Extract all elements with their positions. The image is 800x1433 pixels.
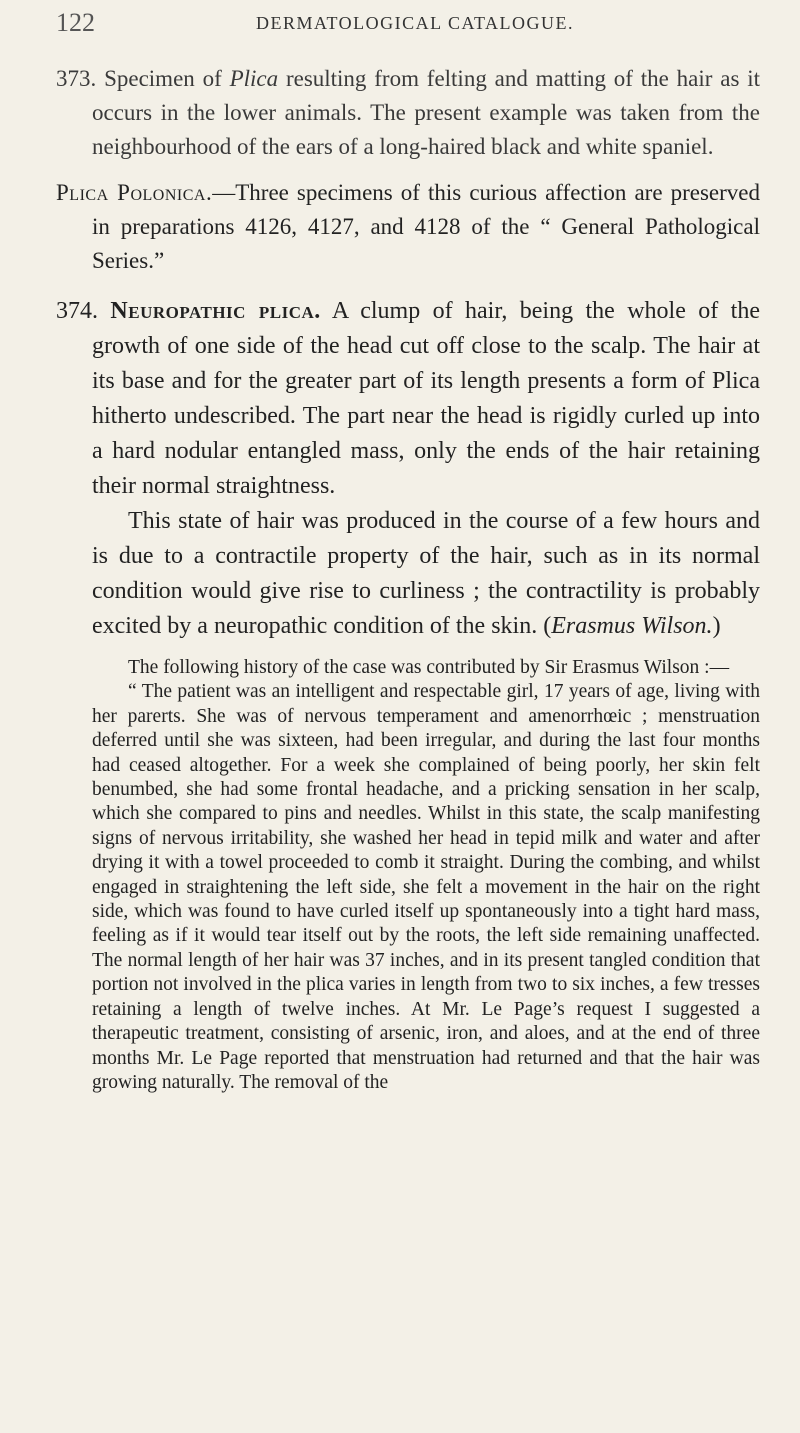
- page-header: [56, 0, 760, 52]
- entry-373: [56, 62, 760, 164]
- section-heading: Plica Polonica.: [56, 180, 213, 205]
- page-number: 122: [56, 8, 95, 37]
- history-body: “ The patient was an intelligent and respectable girl, 17 years of age, living with her parerts. She was of nervous temperament and amenorrhœic ; menstruation deferred until she was sixteen, had been irregular, and during the last four months had ceased altogether. For a week she complained of being poorly, her skin felt benumbed, she had some frontal headache, and a pricking sensation in her scalp, which she compared to pins and needles. Whilst in this state, the scalp manifesting signs of nervous irritability, she washed her head in tepid milk and water and after drying it with a towel proceeded to comb it straight. During the combing, and whilst engaged in straightening the left side, she felt a movement in the hair on the right side, which was found to have curled itself up spontaneously into a tight hard mass, feeling as if it would tear itself out by the roots, the left side remaining unaffected. The normal length of her hair was 37 inches, and in its present tangled condition that portion not involved in the plica varies in length from two to six inches, a few tresses retaining a length of twelve inches. At Mr. Le Page’s request I suggested a therapeutic treatment, consisting of arsenic, iron, and aloes, and at the end of three months Mr. Le Page reported that menstruation had returned and that the hair was growing naturally. The removal of the: [92, 681, 760, 1093]
- entry-text: Specimen of: [104, 66, 230, 91]
- entry-italic-term: Plica: [229, 66, 279, 91]
- entry-text: resulting from felting and matting of the hair as it occurs in the lower animals. The present example was taken from the neighbourhood of the ears of a long-haired black and white spaniel.: [92, 66, 761, 159]
- entry-number: 374.: [56, 298, 98, 324]
- plica-polonica-entry: [56, 176, 760, 278]
- entry-text: —Three specimens of this curious affection are preserved in preparations 4126, 4127, and 4128 of the “ General Pathological Series.”: [92, 180, 761, 273]
- entry-374: [56, 294, 760, 504]
- entry-374-paragraph-2: [56, 504, 760, 644]
- entry-text: A clump of hair, being the whole of the growth of one side of the head cut off close to the scalp. The hair at its base and for the greater part of its length presents a form of Plica hitherto undescribed. The part near the head is rigidly curled up into a hard nodular entangled mass, only the ends of the hair retaining their normal straightness.: [92, 298, 761, 499]
- entry-text: ): [712, 613, 721, 639]
- running-title: DERMATOLOGICAL CATALOGUE.: [256, 13, 575, 33]
- section-heading: Neuropathic plica.: [110, 298, 321, 324]
- attribution: Erasmus Wilson.: [551, 613, 713, 639]
- entry-text: This state of hair was produced in the course of a few hours and is due to a contractile property of the hair, such as in its normal condition would give rise to curliness ; the contractility is probably excited by a neuropathic condition of the skin. (: [92, 508, 760, 639]
- history-intro: The following history of the case was contributed by Sir Erasmus Wilson :—: [128, 657, 730, 678]
- entry-number: 373.: [56, 66, 97, 91]
